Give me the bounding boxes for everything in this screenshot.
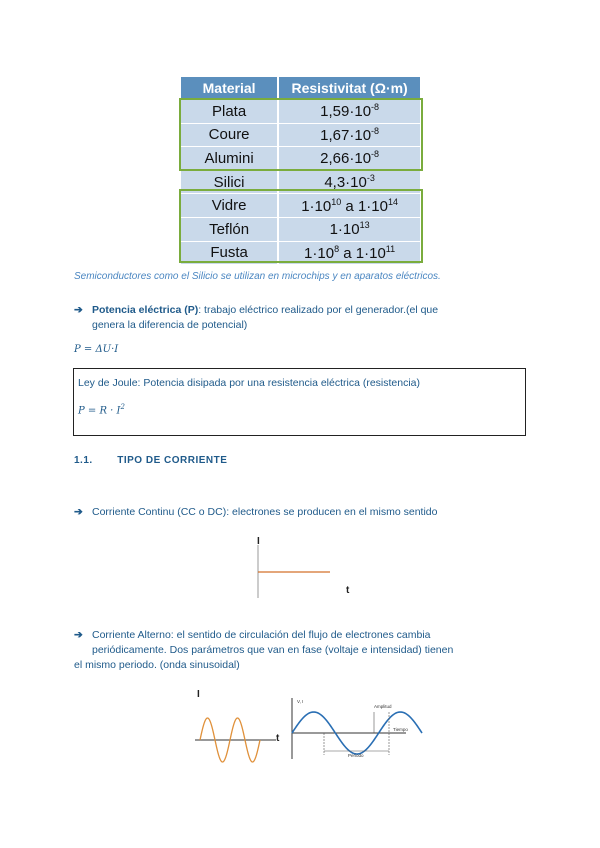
resistivity-cell — [278, 100, 420, 124]
ac-text-2: periódicamente. Dos parámetros que van en fase (voltaje e intensidad) tienen — [92, 644, 454, 656]
sine-y-label: V, I — [297, 699, 304, 704]
ac-axis-y: I — [197, 689, 200, 700]
material-cell: Alumini — [181, 147, 278, 171]
arrow-icon: ➔ — [74, 629, 83, 641]
section-title: TIPO DE CORRIENTE — [117, 455, 228, 466]
resistivity-cell — [278, 217, 420, 241]
exponent: 11 — [385, 243, 396, 254]
ac-graph — [192, 688, 282, 768]
mantissa: 4,3·10 — [324, 174, 367, 192]
exponent: -8 — [371, 125, 380, 136]
power-definition-2: genera la diferencia de potencial) — [92, 319, 248, 331]
exponent: 13 — [359, 220, 370, 231]
ac-bullet — [74, 628, 526, 673]
mantissa: 1,59·10 — [320, 103, 372, 121]
ac-text-3: el mismo periodo. (onda sinusoidal) — [74, 659, 240, 671]
time-label: Tiempo — [393, 727, 408, 732]
mantissa: 2,66·10 — [320, 150, 372, 168]
arrow-icon: ➔ — [74, 304, 83, 316]
power-definition: : trabajo eléctrico realizado por el generador.(el que — [198, 304, 439, 316]
resistivity-cell — [278, 123, 420, 147]
header-resistivity: Resistivitat (Ω·m) — [278, 77, 420, 100]
section-heading — [74, 455, 227, 466]
header-material: Material — [181, 77, 278, 100]
dc-text: Corriente Continu (CC o DC): electrones se producen en el mismo sentido — [92, 506, 438, 518]
material-cell: Plata — [181, 100, 278, 124]
ac-axis-x: t — [276, 733, 280, 744]
resistivity-cell — [278, 147, 420, 171]
resistivity-cell — [278, 194, 420, 218]
mantissa: 1,67·10 — [320, 126, 372, 144]
material-cell: Silici — [181, 170, 278, 194]
resistivity-table — [181, 77, 420, 264]
joule-law-box — [73, 368, 526, 436]
semiconductor-note: Semiconductores como el Silicio se utilizan en microchips y en aparatos eléctricos. — [74, 271, 441, 282]
joule-formula: $P = R \cdot I^2$ — [78, 403, 125, 417]
dc-axis-y: I — [257, 536, 260, 547]
section-number: 1.1. — [74, 455, 93, 466]
joule-law-text: Ley de Joule: Potencia disipada por una resistencia eléctrica (resistencia) — [78, 377, 421, 389]
material-cell: Fusta — [181, 241, 278, 264]
exponent: 10 — [331, 196, 342, 207]
table-row — [181, 147, 420, 171]
exponent: -8 — [371, 149, 380, 160]
material-cell: Coure — [181, 123, 278, 147]
resistivity-cell — [278, 170, 420, 194]
dc-graph — [250, 535, 360, 600]
table-header-row — [181, 77, 420, 100]
power-term: Potencia eléctrica (P) — [92, 304, 199, 316]
arrow-icon: ➔ — [74, 506, 83, 518]
material-cell: Teflón — [181, 217, 278, 241]
amplitude-label: Amplitud — [374, 704, 392, 709]
exponent: 14 — [387, 196, 398, 207]
ac-text-1: Corriente Alterno: el sentido de circulación del flujo de electrones cambia — [92, 629, 431, 641]
exponent: -8 — [371, 102, 380, 113]
material-cell: Vidre — [181, 194, 278, 218]
exponent: 8 — [334, 243, 340, 254]
dc-axis-x: t — [346, 585, 350, 596]
sine-diagram — [288, 695, 424, 761]
exponent: -3 — [366, 173, 375, 184]
mantissa: a 1·10 — [339, 244, 386, 262]
resistivity-cell — [278, 241, 420, 264]
table-row — [181, 100, 420, 124]
table-row — [181, 170, 420, 194]
period-label: Periodo — [348, 753, 364, 758]
mantissa: 1·10 — [329, 221, 360, 239]
table-row — [181, 241, 420, 264]
table-row — [181, 123, 420, 147]
power-formula: P = ΔU·I — [74, 344, 119, 355]
power-bullet — [74, 303, 526, 333]
table-row — [181, 217, 420, 241]
dc-bullet — [74, 505, 438, 520]
mantissa: a 1·10 — [341, 197, 388, 215]
mantissa: 1·10 — [304, 244, 335, 262]
mantissa: 1·10 — [301, 197, 332, 215]
table-row — [181, 194, 420, 218]
